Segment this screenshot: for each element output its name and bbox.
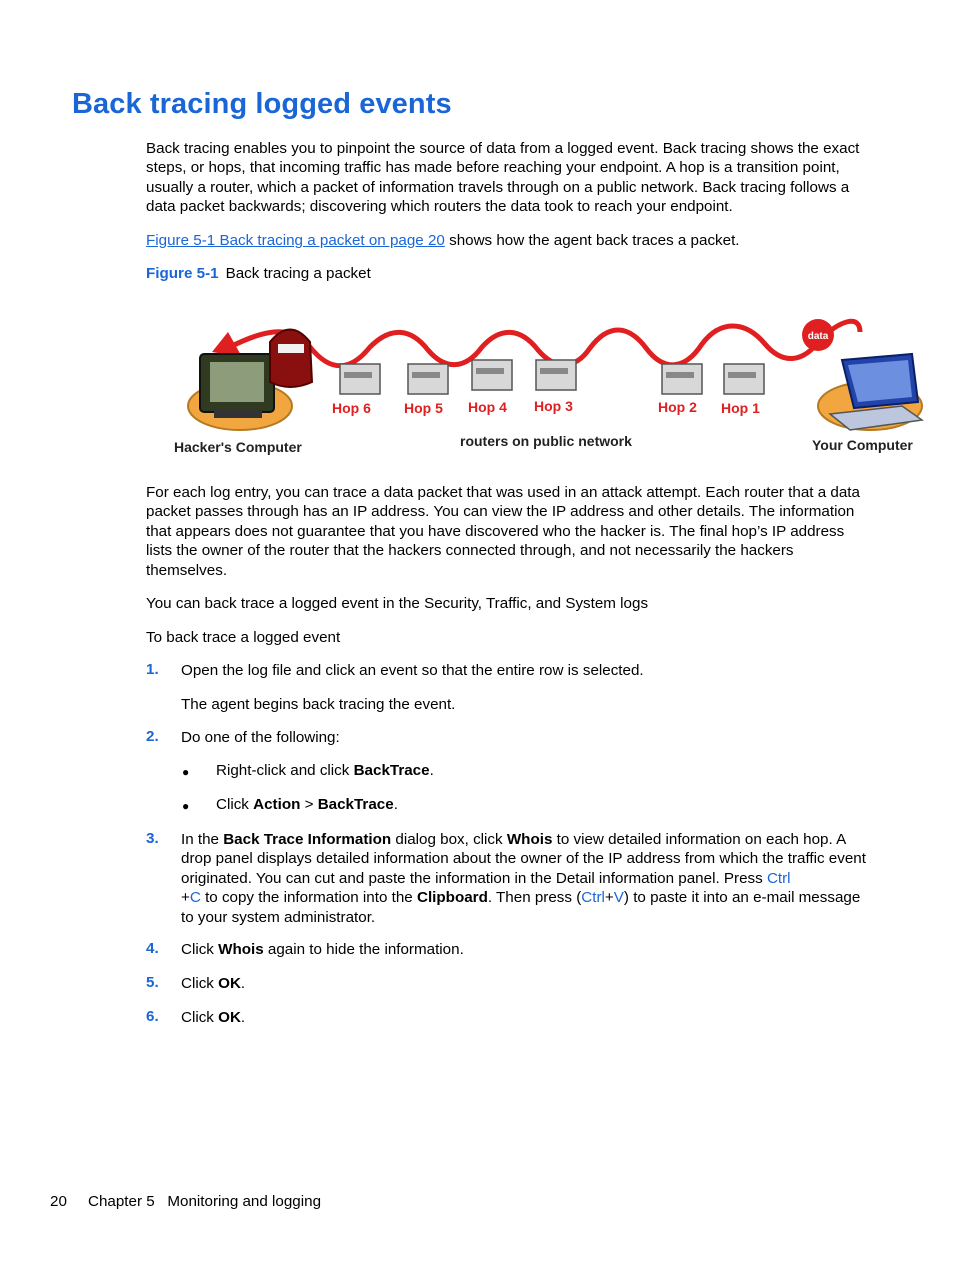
page-number: 20 <box>50 1193 67 1210</box>
step-number: 6. <box>146 1008 159 1025</box>
your-computer-label: Your Computer <box>812 437 913 453</box>
router-hop3-icon <box>536 360 576 390</box>
bullet-icon: ● <box>182 799 190 813</box>
step-number: 1. <box>146 661 159 678</box>
hop-label: Hop 5 <box>404 400 443 416</box>
figure-reference <box>146 231 872 250</box>
ctrl-key: Ctrl <box>581 889 605 907</box>
bullet-item: Click Action > BackTrace. <box>216 796 398 813</box>
log-entry-paragraph: For each log entry, you can trace a data packet that was used in an attack attempt. Each router that a data packet passes through has an IP address. You can view the IP address and other details. The information that appears does not guarantee that you have discovered who the hacker is. The final hop’s IP address lists the owner of the router that the hackers connected through, and not necessarily the hackers themselves. <box>146 484 860 579</box>
page-title: Back tracing logged events <box>72 88 452 120</box>
hop-label: Hop 2 <box>658 399 697 415</box>
logs-paragraph: You can back trace a logged event in the Security, Traffic, and System logs <box>146 595 649 612</box>
hackers-computer-icon <box>188 330 312 431</box>
hop-label: Hop 3 <box>534 398 573 414</box>
step-3-text: In the Back Trace Information dialog box, click Whois to view detailed information on each hop. A drop panel displays detailed information about the owner of the IP address from which the traffic event originated. You can cut and paste the information in the Detail information panel. Press Ctrl +C to copy the information into the Clipboard. Then press (Ctrl+V) to paste it into an e-mail message to your system administrator. <box>181 831 866 926</box>
hop-label: Hop 6 <box>332 400 371 416</box>
step-1-text: Open the log file and click an event so that the entire row is selected. <box>181 662 644 679</box>
figure-caption <box>146 264 872 283</box>
step-6-text: Click OK. <box>181 1009 246 1026</box>
your-computer-icon <box>818 354 922 430</box>
packet-path <box>230 321 860 365</box>
hop-label: Hop 1 <box>721 400 760 416</box>
step-1-note: The agent begins back tracing the event. <box>181 696 456 713</box>
step-2-text: Do one of the following: <box>181 729 340 746</box>
bullet-icon: ● <box>182 765 190 779</box>
v-key: V <box>613 889 624 907</box>
figure-number: Figure 5-1 <box>146 265 219 282</box>
step-number: 3. <box>146 830 159 847</box>
figure-caption-text: Back tracing a packet <box>225 265 371 282</box>
procedure-heading: To back trace a logged event <box>146 629 341 646</box>
router-hop5-icon <box>408 364 448 394</box>
router-hop1-icon <box>724 364 764 394</box>
step-number: 2. <box>146 728 159 745</box>
chapter-footer: Chapter 5 Monitoring and logging <box>88 1193 322 1210</box>
figure-reference-text: shows how the agent back traces a packet. <box>444 232 740 249</box>
router-hop6-icon <box>340 364 380 394</box>
step-4-text: Click Whois again to hide the information. <box>181 941 464 958</box>
router-hop4-icon <box>472 360 512 390</box>
step-5-text: Click OK. <box>181 975 246 992</box>
back-tracing-diagram <box>170 302 932 468</box>
hop-label: Hop 4 <box>468 399 507 415</box>
routers-label: routers on public network <box>460 433 632 449</box>
c-key: C <box>189 889 201 907</box>
router-hop2-icon <box>662 364 702 394</box>
ctrl-key: Ctrl <box>766 869 791 887</box>
hackers-computer-label: Hacker's Computer <box>174 439 302 455</box>
intro-paragraph: Back tracing enables you to pinpoint the source of data from a logged event. Back tracing shows the exact steps, or hops, that incoming traffic has made before reaching your endpoint. A hop is a transition point, usually a router, which a packet of information travels through on a public network. Back tracing follows a data packet backwards; discovering which routers the data took to reach your endpoint. <box>146 140 860 216</box>
step-number: 5. <box>146 974 159 991</box>
data-tag-label: data <box>807 331 829 342</box>
step-number: 4. <box>146 940 159 957</box>
bullet-item: Right-click and click BackTrace. <box>216 762 434 779</box>
figure-link[interactable]: Figure 5-1 Back tracing a packet on page 20 <box>146 232 445 249</box>
